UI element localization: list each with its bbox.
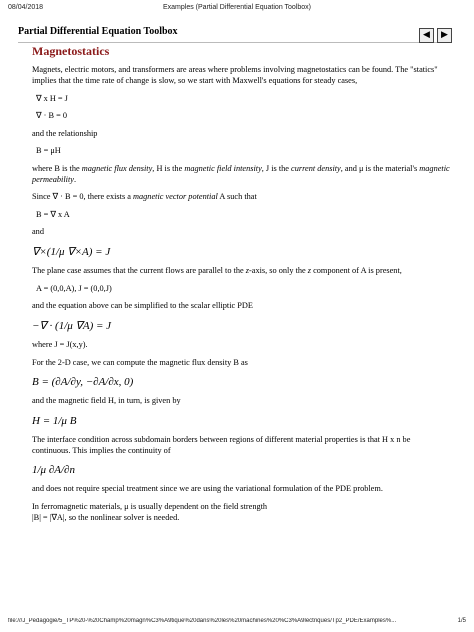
paragraph: and <box>32 227 44 237</box>
equation: A = (0,0,A), J = (0,0,J) <box>36 283 112 293</box>
page-number: 1/5 <box>457 618 466 624</box>
print-header <box>8 4 466 14</box>
paragraph: and the magnetic field H, in turn, is given by <box>32 396 181 406</box>
equation-curl: ∇×(1/μ ∇×A) = J <box>32 246 111 259</box>
section-heading: Magnetostatics <box>32 44 110 58</box>
equation-continuity: 1/μ ∂A/∂n <box>32 464 75 477</box>
equation-elliptic: −∇ · (1/μ ∇A) = J <box>32 319 112 332</box>
equation: B = ∇ x A <box>36 209 70 219</box>
paragraph: and the equation above can be simplified to the scalar elliptic PDE <box>32 301 253 311</box>
paragraph: The interface condition across subdomain borders between regions of different material properties is that H x n be continuous. This implies the continuity of <box>32 435 411 455</box>
paragraph: where B is the magnetic flux density, H is the magnetic field intensity, J is the current density, and μ is the material's magnetic permeability. <box>32 164 450 184</box>
print-date: 08/04/2018 <box>8 4 44 11</box>
paragraph: In ferromagnetic materials, μ is usually dependent on the field strength <box>32 501 268 511</box>
paragraph: where J = J(x,y). <box>32 340 88 350</box>
nav-buttons <box>416 24 452 43</box>
doc-content <box>32 44 450 530</box>
equation: ∇ · B = 0 <box>36 111 67 121</box>
paragraph: |B| = |∇A|, so the nonlinear solver is needed. <box>32 512 180 522</box>
paragraph: Magnets, electric motors, and transformers are areas where problems involving magnetostatics can be found. The "statics" implies that the time rate of change is slow, so we start with Maxwell's equations for steady cases, <box>32 65 438 85</box>
equation: B = μH <box>36 146 61 156</box>
paragraph: and does not require special treatment since we are using the variational formulation of the PDE problem. <box>32 484 383 494</box>
print-footer <box>8 618 466 628</box>
equation-field: H = 1/μ B <box>32 414 77 427</box>
doc-toolbar <box>18 24 452 43</box>
toolbox-title: Partial Differential Equation Toolbox <box>18 26 178 37</box>
equation-flux: B = (∂A/∂y, −∂A/∂x, 0) <box>32 376 134 389</box>
file-url: file:///J_Pedagogie/5_TP%20-%20Champ%20magn%C3%A9tique%20dans%20les%20machines%20%C3%A9lectriques/Tp2_PDE/Examples%... <box>8 618 397 624</box>
paragraph: For the 2-D case, we can compute the magnetic flux density B as <box>32 357 248 367</box>
paragraph: Since ∇ · B = 0, there exists a magnetic vector potential A such that <box>32 192 257 202</box>
forward-arrow-icon[interactable]: ▶ <box>437 28 452 43</box>
paragraph: The plane case assumes that the current flows are parallel to the z-axis, so only the z component of A is present, <box>32 266 402 276</box>
back-arrow-icon[interactable]: ◀ <box>419 28 434 43</box>
paragraph: and the relationship <box>32 128 98 138</box>
print-title: Examples (Partial Differential Equation Toolbox) <box>163 4 311 11</box>
equation: ∇ x H = J <box>36 93 68 103</box>
